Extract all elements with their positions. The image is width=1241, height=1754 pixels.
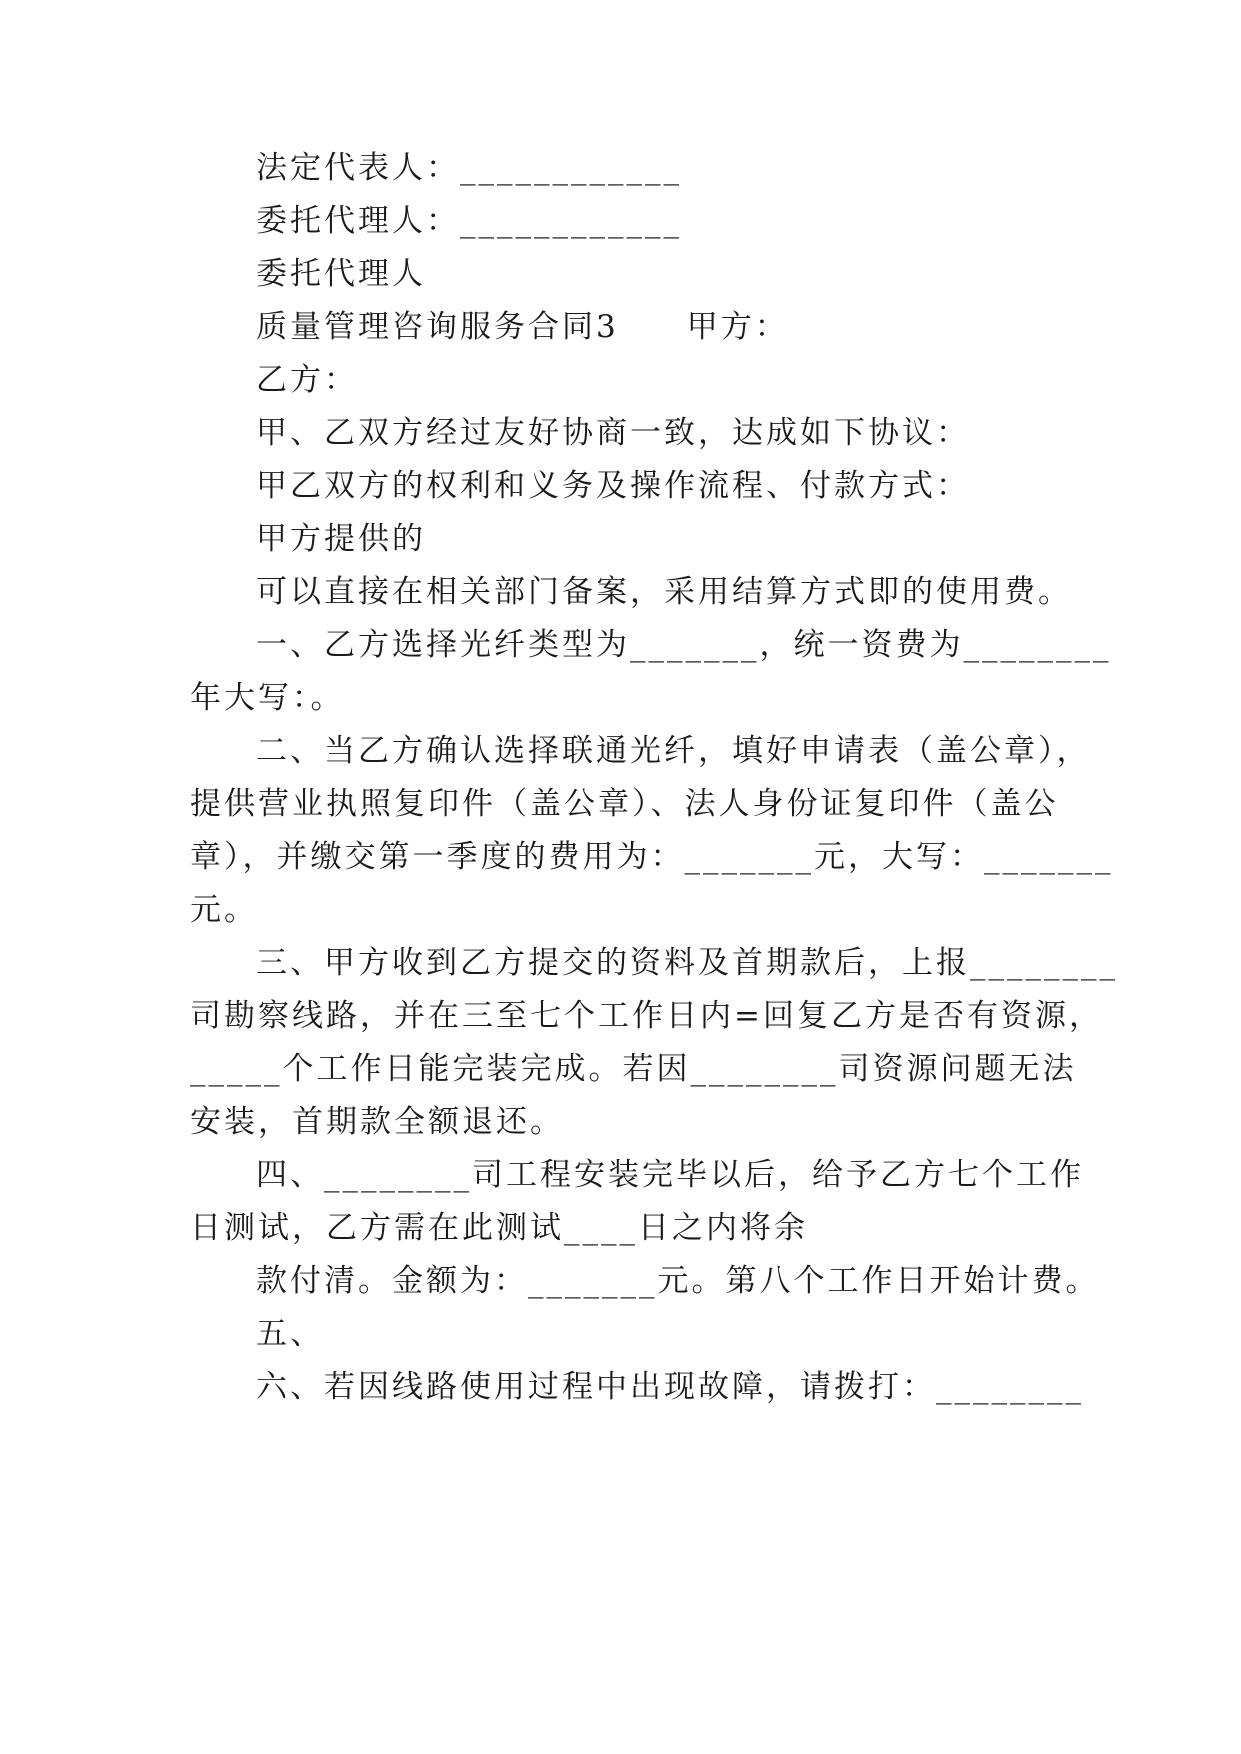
- clause-2-line-1: 二、当乙方确认选择联通光纤，填好申请表（盖公章），: [256, 733, 1091, 769]
- clause-2-line-3: 章），并缴交第一季度的费用为：_______元，大写：_______: [190, 839, 1114, 875]
- clause-3-line-1: 三、甲方收到乙方提交的资料及首期款后，上报________: [256, 945, 1118, 981]
- clause-1-line-1: 一、乙方选择光纤类型为_______，统一资费为________: [256, 627, 1112, 663]
- contract-title-party-a: 质量管理咨询服务合同3 甲方：: [256, 309, 789, 345]
- authorized-agent-line: 委托代理人：____________: [256, 203, 682, 239]
- agreement-intro: 甲、乙双方经过友好协商一致，达成如下协议：: [256, 415, 970, 451]
- clause-2-line-4: 元。: [190, 892, 258, 928]
- clause-4-line-3: 款付清。金额为：_______元。第八个工作日开始计费。: [256, 1263, 1100, 1299]
- filing-payment-line: 可以直接在相关部门备案，采用结算方式即的使用费。: [256, 574, 1072, 610]
- authorized-agent-label: 委托代理人: [256, 256, 426, 292]
- clause-1-line-2: 年大写：。: [190, 680, 345, 716]
- party-b-line: 乙方：: [256, 362, 358, 398]
- clause-4-line-1: 四、________司工程安装完毕以后，给予乙方七个工作: [256, 1157, 1084, 1193]
- clause-3-line-2: 司勘察线路，并在三至七个工作日内=回复乙方是否有资源，: [190, 998, 1103, 1034]
- clause-6-line: 六、若因线路使用过程中出现故障，请拨打：________: [256, 1369, 1084, 1405]
- clause-5-line: 五、: [256, 1316, 324, 1352]
- rights-obligations-line: 甲乙双方的权利和义务及操作流程、付款方式：: [256, 468, 970, 504]
- clause-2-line-2: 提供营业执照复印件（盖公章）、法人身份证复印件（盖公: [190, 786, 1059, 822]
- clause-3-line-3: _____个工作日能完装完成。若因________司资源问题无法: [190, 1051, 1077, 1087]
- party-a-provides-line: 甲方提供的: [256, 521, 426, 557]
- clause-4-line-2: 日测试，乙方需在此测试____日之内将余: [190, 1210, 808, 1246]
- clause-3-line-4: 安装，首期款全额退还。: [190, 1104, 564, 1140]
- legal-representative-line: 法定代表人：____________: [256, 150, 682, 186]
